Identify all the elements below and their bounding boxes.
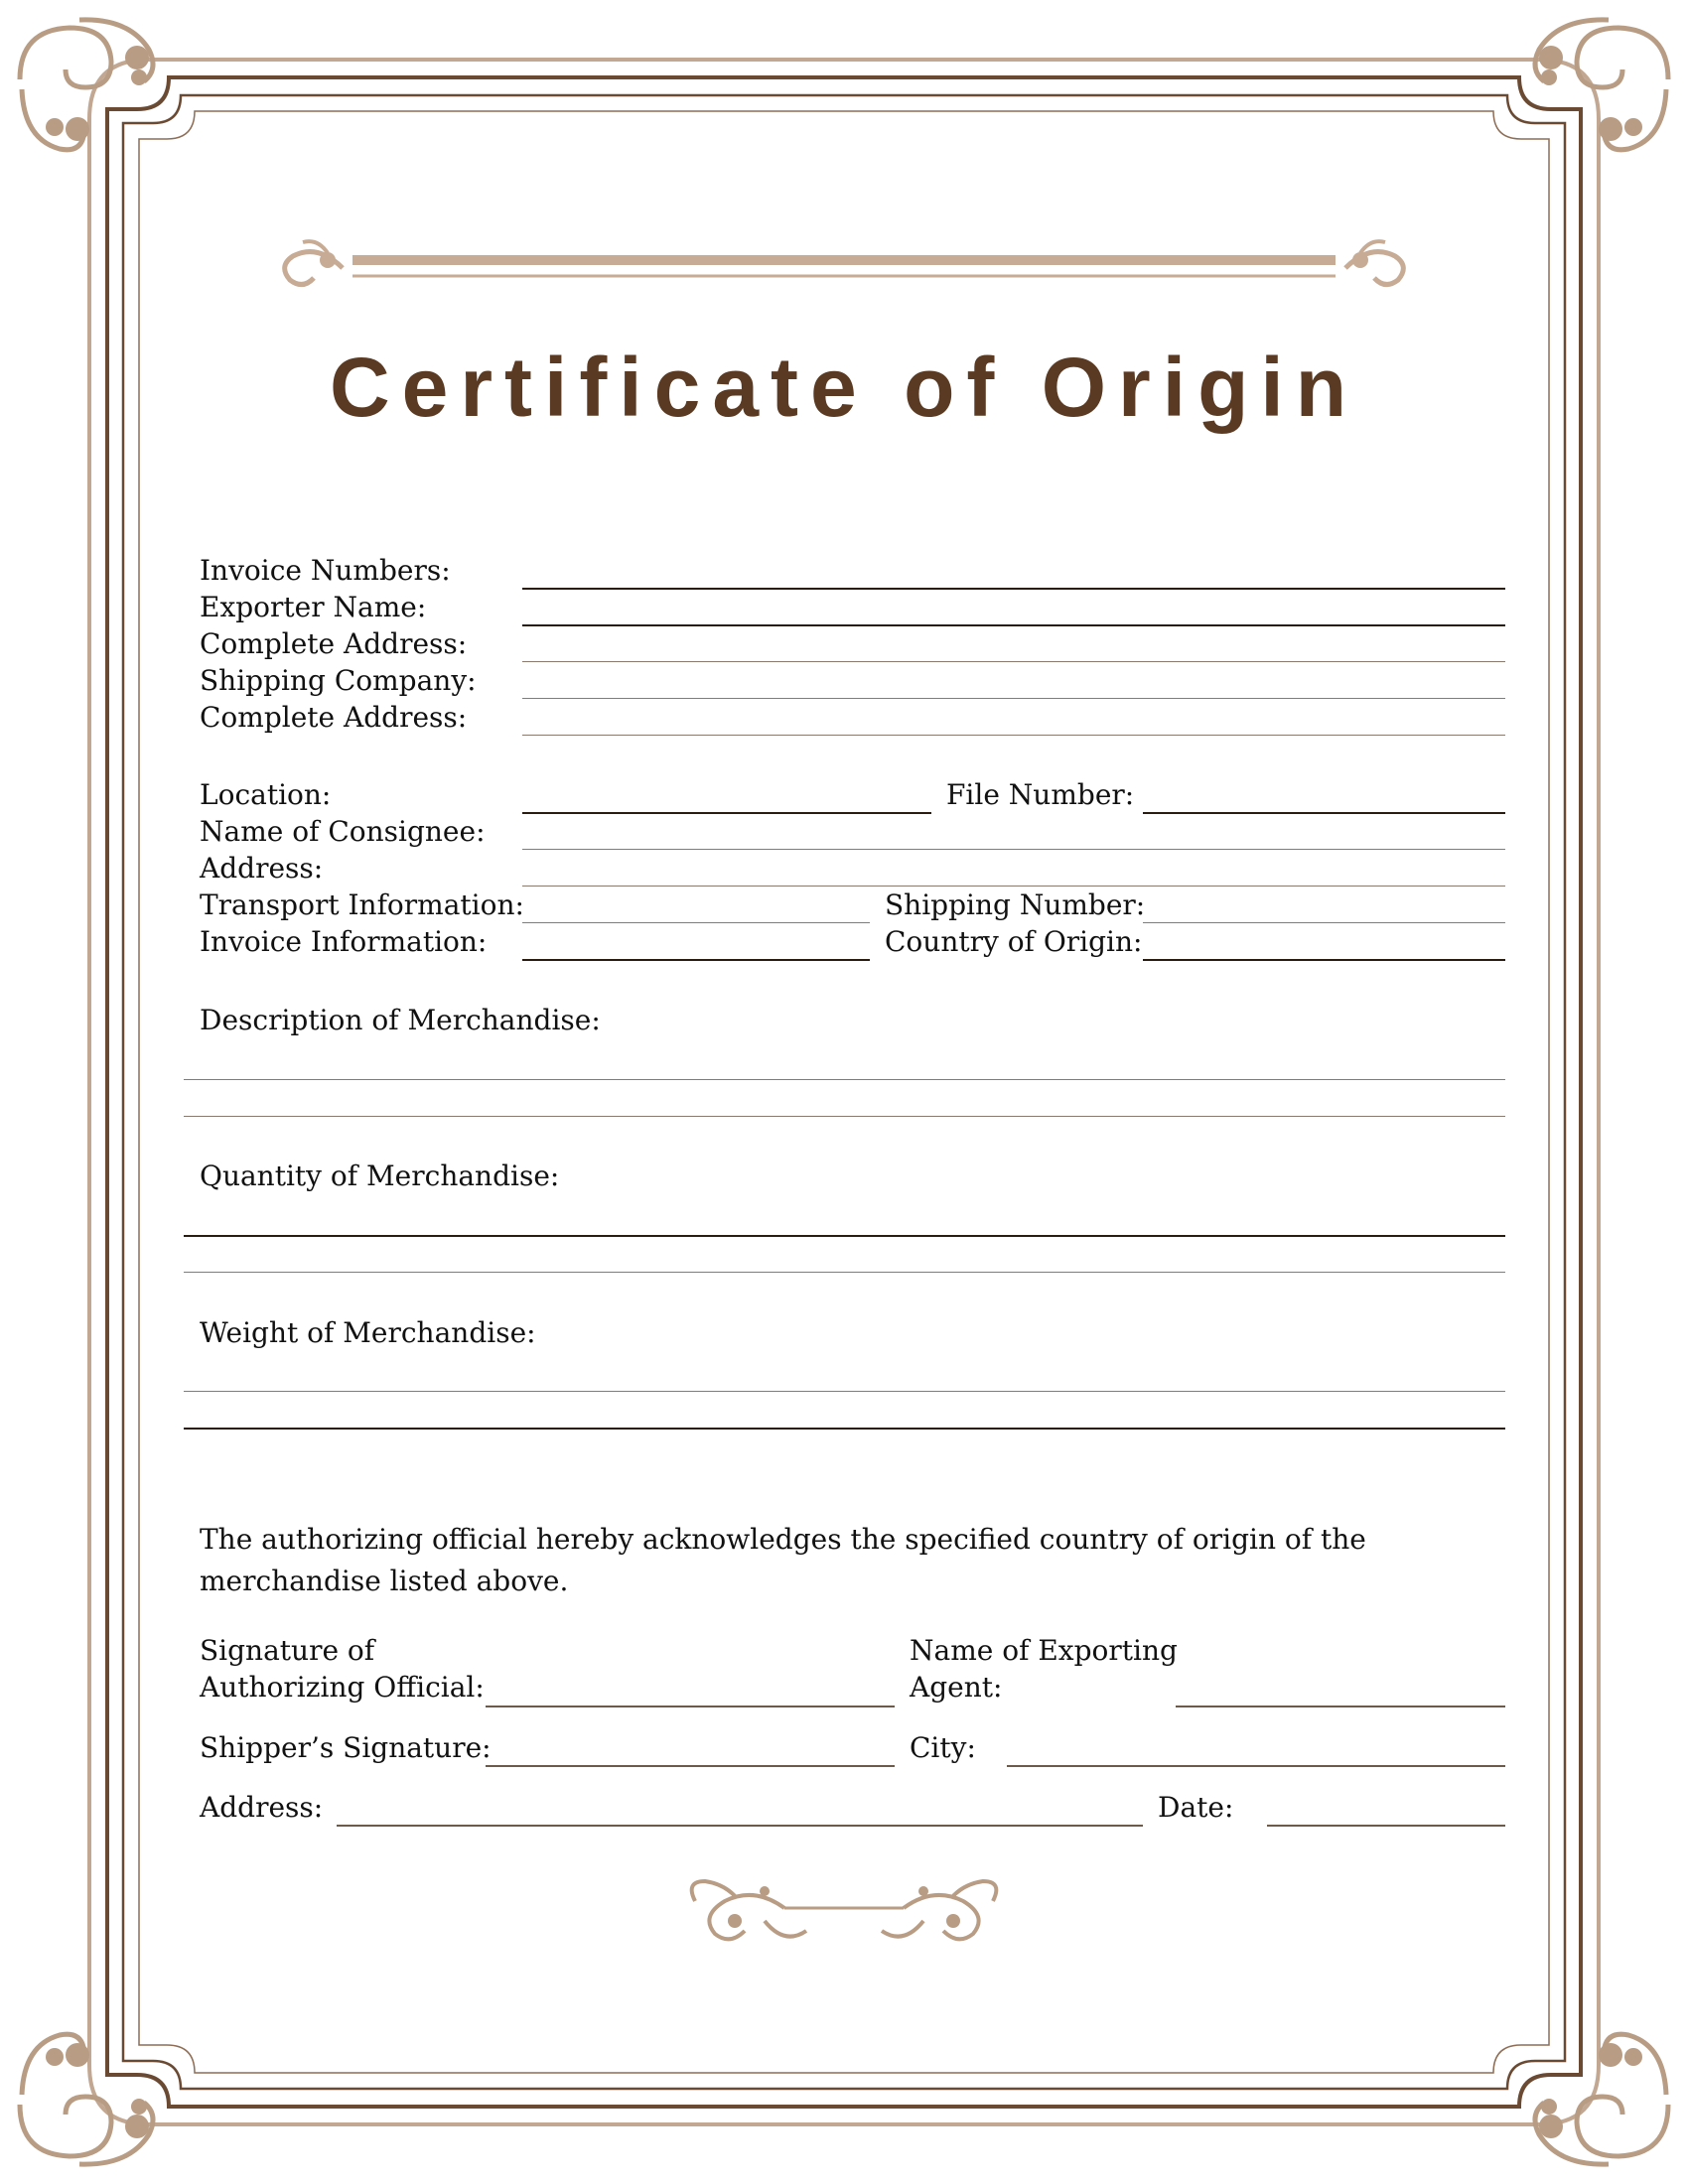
exporter-name-label: Exporter Name: xyxy=(200,591,427,623)
signature-address-field[interactable] xyxy=(337,1825,1143,1827)
file-number-field[interactable] xyxy=(1143,812,1505,814)
authorizing-official-label: Authorizing Official: xyxy=(200,1671,485,1704)
name-of-exporting-label: Name of Exporting xyxy=(910,1634,1178,1667)
country-of-origin-label: Country of Origin: xyxy=(885,925,1143,958)
country-of-origin-field[interactable] xyxy=(1143,959,1505,961)
authorizing-official-signature-field[interactable] xyxy=(486,1706,895,1707)
shipping-number-field[interactable] xyxy=(1143,922,1505,923)
exporting-agent-field[interactable] xyxy=(1176,1706,1505,1707)
description-line-1[interactable] xyxy=(184,1079,1505,1080)
location-label: Location: xyxy=(200,778,332,811)
address-field[interactable] xyxy=(522,886,1505,887)
location-field[interactable] xyxy=(522,812,931,814)
exporter-name-field[interactable] xyxy=(522,624,1505,626)
invoice-information-label: Invoice Information: xyxy=(200,925,488,958)
signature-address-label: Address: xyxy=(200,1791,324,1824)
signature-of-label: Signature of xyxy=(200,1634,375,1667)
file-number-label: File Number: xyxy=(946,778,1135,811)
certificate-title: Certificate of Origin xyxy=(329,341,1359,434)
date-label: Date: xyxy=(1158,1791,1234,1824)
invoice-numbers-label: Invoice Numbers: xyxy=(200,554,451,587)
city-field[interactable] xyxy=(1007,1765,1505,1767)
agent-label: Agent: xyxy=(910,1671,1003,1704)
shipper-signature-field[interactable] xyxy=(486,1765,895,1767)
weight-line-1[interactable] xyxy=(184,1391,1505,1392)
complete-address-field[interactable] xyxy=(522,661,1505,662)
weight-line-2[interactable] xyxy=(184,1428,1505,1430)
complete-address-field-2[interactable] xyxy=(522,735,1505,736)
weight-of-merchandise-label: Weight of Merchandise: xyxy=(200,1316,536,1349)
transport-information-label: Transport Information: xyxy=(200,888,524,921)
quantity-line-2[interactable] xyxy=(184,1272,1505,1273)
description-line-2[interactable] xyxy=(184,1116,1505,1117)
complete-address-label-2: Complete Address: xyxy=(200,701,468,734)
description-of-merchandise-label: Description of Merchandise: xyxy=(200,1004,601,1036)
invoice-information-field[interactable] xyxy=(522,959,870,961)
quantity-line-1[interactable] xyxy=(184,1235,1505,1237)
shipper-signature-label: Shipper’s Signature: xyxy=(200,1731,492,1764)
acknowledgement-text: The authorizing official hereby acknowledges the specified country of origin of the merchandise listed above. xyxy=(200,1523,1366,1597)
complete-address-label: Complete Address: xyxy=(200,627,468,660)
invoice-numbers-field[interactable] xyxy=(522,588,1505,590)
transport-information-field[interactable] xyxy=(522,922,870,923)
name-of-consignee-label: Name of Consignee: xyxy=(200,815,486,848)
address-label: Address: xyxy=(200,852,324,885)
date-field[interactable] xyxy=(1267,1825,1505,1827)
city-label: City: xyxy=(910,1731,976,1764)
name-of-consignee-field[interactable] xyxy=(522,849,1505,850)
shipping-company-label: Shipping Company: xyxy=(200,664,477,697)
shipping-company-field[interactable] xyxy=(522,698,1505,699)
quantity-of-merchandise-label: Quantity of Merchandise: xyxy=(200,1160,560,1192)
shipping-number-label: Shipping Number: xyxy=(885,888,1146,921)
